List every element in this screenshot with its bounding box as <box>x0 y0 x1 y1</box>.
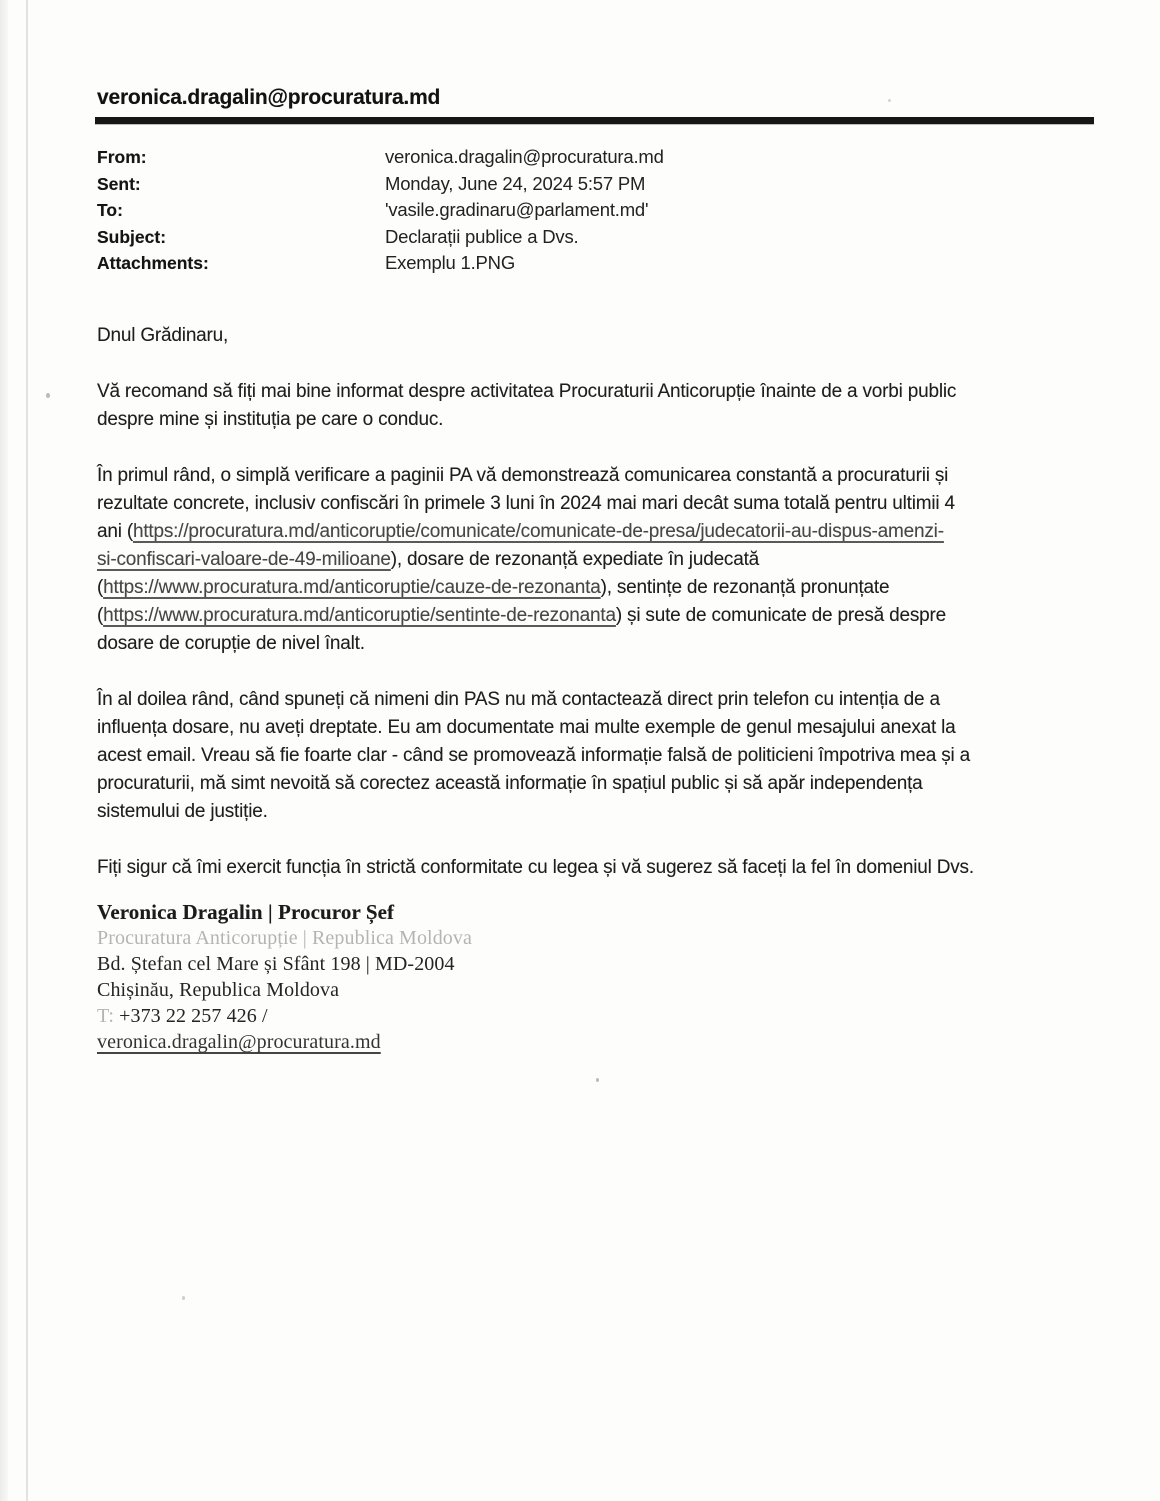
scan-speck <box>596 1078 599 1082</box>
sent-value: Monday, June 24, 2024 5:57 PM <box>385 172 646 194</box>
subject-label: Subject: <box>97 226 167 247</box>
body-line: procuraturii, mă simt nevoită să corectez această informație în spațiul public și să apăr independența <box>97 773 923 794</box>
body-text: ), dosare de rezonanță expediate în judecată <box>390 549 760 570</box>
body-line <box>97 518 1107 546</box>
scan-speck <box>888 99 891 102</box>
body-line: În primul rând, o simplă verificare a paginii PA vă demonstrează comunicarea constantă a procuraturii și <box>97 465 949 486</box>
phone-label: T: <box>97 1005 114 1027</box>
email-header-fields <box>97 144 1097 277</box>
signature-organization: Procuratura Anticorupție | Republica Moldova <box>97 927 472 949</box>
signature-email-line <box>97 1029 472 1055</box>
body-line: În al doilea rând, când spuneți că nimeni din PAS nu mă contactează direct prin telefon cu intenția de a <box>97 689 940 710</box>
body-line: despre mine și instituția pe care o conduc. <box>97 409 444 430</box>
attachment-name: Exemplu 1.PNG <box>385 252 516 273</box>
scan-edge-line <box>26 0 28 1501</box>
signature-block <box>97 899 472 1055</box>
paragraph-4 <box>97 854 1107 882</box>
link-cauze-de-rezonanta[interactable]: https://www.procuratura.md/anticoruptie/cauze-de-rezonanta <box>103 577 601 598</box>
link-comunicate-de-presa[interactable]: https://procuratura.md/anticoruptie/comunicate/comunicate-de-presa/judecatorii-au-dispus-amenzi- <box>132 521 944 542</box>
body-line: Vă recomand să fiți mai bine informat despre activitatea Procuraturii Anticorupție înainte de a vorbi public <box>97 381 957 402</box>
body-text: ) și sute de comunicate de presă despre <box>615 605 946 626</box>
field-row-subject <box>97 224 1097 251</box>
page-title: veronica.dragalin@procuratura.md <box>97 86 441 109</box>
body-line: rezultate concrete, inclusiv confiscări în primele 3 luni în 2024 mai mari decât suma totală pentru ultimii 4 <box>97 493 955 514</box>
scan-paper-edge <box>0 0 8 1501</box>
body-text: ( <box>97 577 104 598</box>
body-line: Fiți sigur că îmi exercit funcția în strictă conformitate cu legea și vă sugerez să faceți la fel în domeniul Dvs. <box>97 857 974 878</box>
salutation: Dnul Grădinaru, <box>97 325 229 346</box>
body-line: sistemului de justiție. <box>97 801 268 822</box>
body-text: ( <box>97 605 104 626</box>
signature-phone-line <box>97 1003 472 1029</box>
signature-address-line1: Bd. Ștefan cel Mare și Sfânt 198 | MD-2004 <box>97 953 455 975</box>
signature-address-line2: Chișinău, Republica Moldova <box>97 979 340 1001</box>
field-row-sent <box>97 171 1097 198</box>
body-line: influența dosare, nu aveți dreptate. Eu am documentate mai multe exemple de genul mesajului anexat la <box>97 717 956 738</box>
phone-number: +373 22 257 426 / <box>119 1005 268 1027</box>
signature-name-title: Veronica Dragalin | Procuror Șef <box>97 900 395 924</box>
body-line: dosare de corupție de nivel înalt. <box>97 633 365 654</box>
field-row-from <box>97 144 1097 171</box>
from-label: From: <box>97 147 147 167</box>
header-divider <box>95 117 1094 124</box>
body-text: ), sentințe de rezonanță pronunțate <box>600 577 890 598</box>
body-text: ani ( <box>97 521 133 542</box>
field-row-attachments <box>97 250 1097 277</box>
scan-speck <box>46 393 50 398</box>
body-line: acest email. Vreau să fie foarte clar - când se promovează informație falsă de politicieni împotriva mea și a <box>97 745 971 766</box>
paragraph-1 <box>97 378 1107 434</box>
sent-label: Sent: <box>97 173 141 194</box>
link-comunicate-de-presa-continued[interactable]: si-confiscari-valoare-de-49-milioane <box>97 549 391 570</box>
scan-speck <box>182 1296 185 1300</box>
from-value: veronica.dragalin@procuratura.md <box>385 146 664 167</box>
body-line <box>97 546 1107 574</box>
paragraph-3 <box>97 686 1107 826</box>
to-label: To: <box>97 200 123 220</box>
attachments-label: Attachments: <box>97 253 209 273</box>
to-value: 'vasile.gradinaru@parlament.md' <box>385 199 649 220</box>
subject-value: Declarații publice a Dvs. <box>385 225 579 247</box>
signature-email-link[interactable]: veronica.dragalin@procuratura.md <box>97 1031 381 1053</box>
email-body <box>97 322 1107 882</box>
body-line <box>97 602 1107 630</box>
body-line <box>97 574 1107 602</box>
paragraph-2 <box>97 462 1107 658</box>
field-row-to <box>97 197 1097 224</box>
link-sentinte-de-rezonanta[interactable]: https://www.procuratura.md/anticoruptie/sentinte-de-rezonanta <box>103 605 616 626</box>
